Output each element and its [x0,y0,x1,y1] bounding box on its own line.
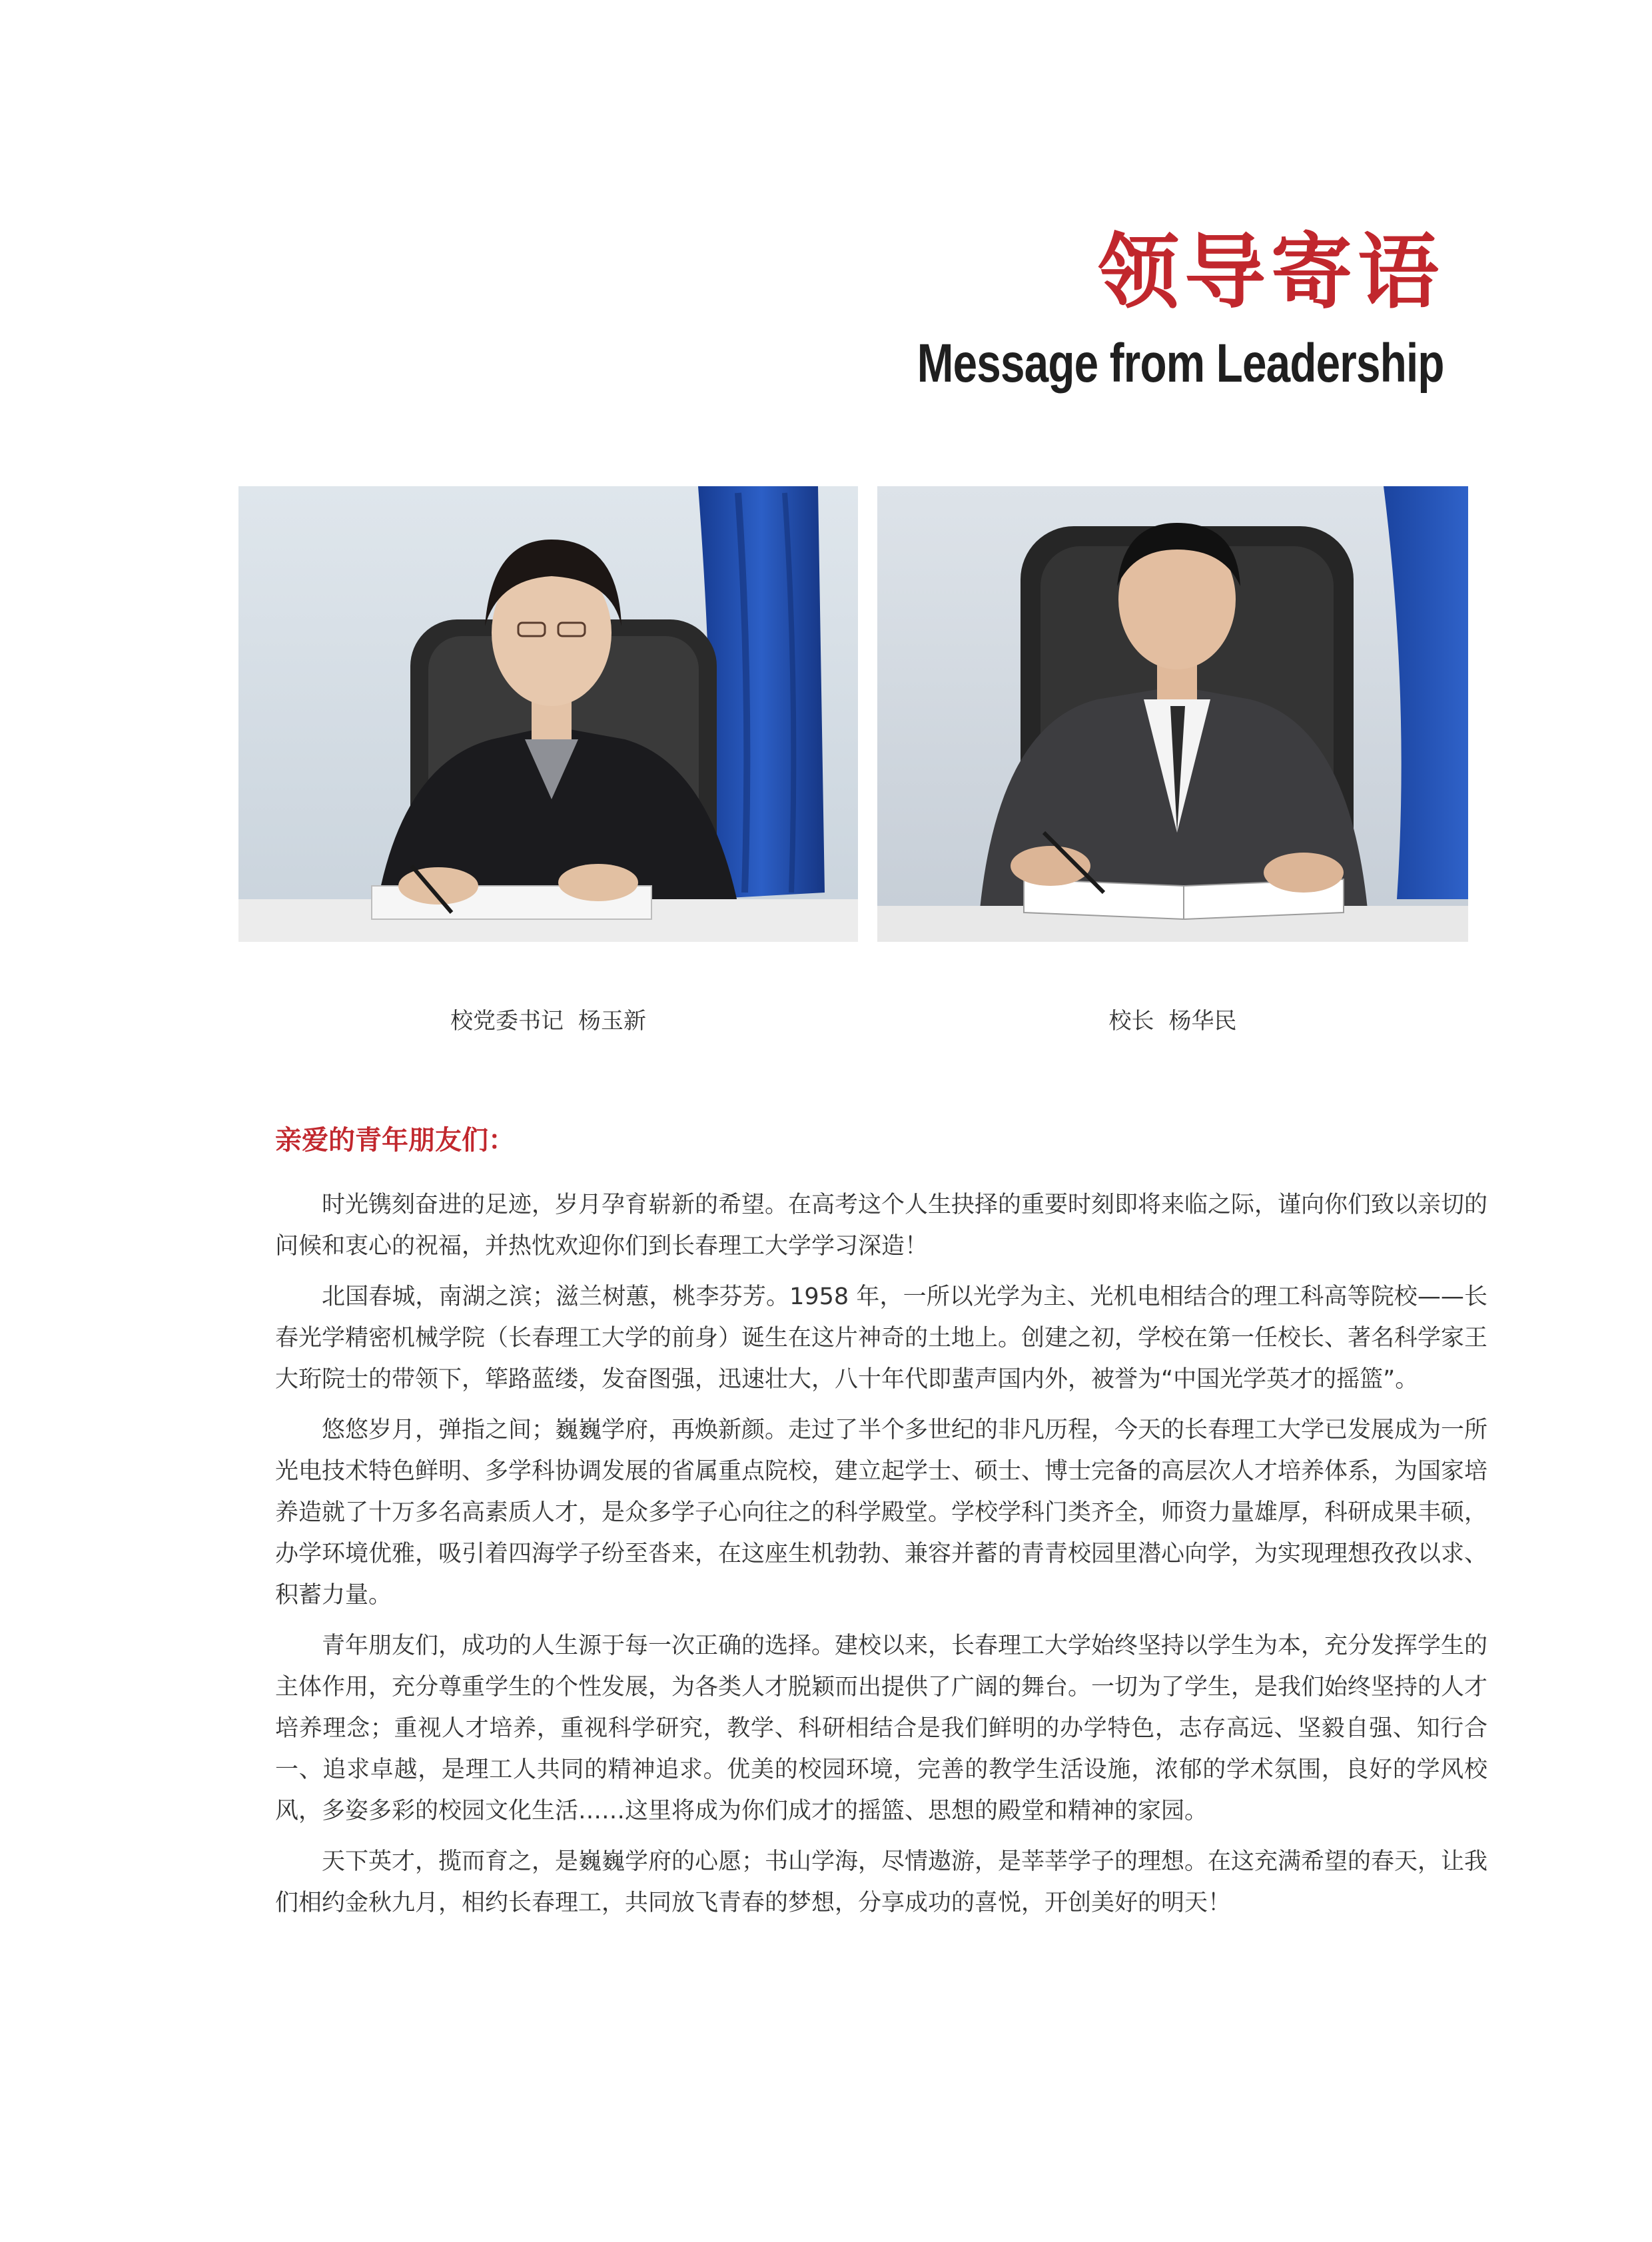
letter-paragraph: 青年朋友们，成功的人生源于每一次正确的选择。建校以来，长春理工大学始终坚持以学生为本，充分发挥学生的主体作用，充分尊重学生的个性发展，为各类人才脱颖而出提供了广阔的舞台。一切为了学生，是我们始终坚持的人才培养理念；重视人才培养，重视科学研究，教学、科研相结合是我们鲜明的办学特色，志存高远、坚毅自强、知行合一、追求卓越，是理工人共同的精神追求。优美的校园环境，完善的教学生活设施，浓郁的学术氛围，良好的学风校风，多姿多彩的校园文化生活……这里将成为你们成才的摇篮、思想的殿堂和精神的家园。 [275,1633,1488,1824]
page-title-english: Message from Leadership [917,333,1444,394]
photo-president [877,486,1468,942]
letter-paragraph: 天下英才，揽而育之，是巍巍学府的心愿；书山学海，尽情遨游，是莘莘学子的理想。在这充满希望的春天，让我们相约金秋九月，相约长春理工，共同放飞青春的梦想，分享成功的喜悦，开创美好的明天！ [275,1848,1488,1916]
letter-paragraph: 北国春城，南湖之滨；滋兰树蕙，桃李芬芳。1958 年，一所以光学为主、光机电相结合的理工科高等院校——长春光学精密机械学院（长春理工大学的前身）诞生在这片神奇的土地上。创建之初，学校在第一任校长、著名科学家王大珩院士的带领下，筚路蓝缕，发奋图强，迅速壮大，八十年代即蜚声国内外，被誉为“中国光学英才的摇篮”。 [275,1284,1488,1393]
caption-role: 校长 [1108,1008,1154,1034]
caption-name: 杨华民 [1168,1008,1237,1034]
caption-president [877,1002,1468,1035]
letter-greeting: 亲爱的青年朋友们： [275,1125,515,1156]
letter-paragraph: 悠悠岁月，弹指之间；巍巍学府，再焕新颜。走过了半个多世纪的非凡历程，今天的长春理工大学已发展成为一所光电技术特色鲜明、多学科协调发展的省属重点院校，建立起学士、硕士、博士完备的高层次人才培养体系，为国家培养造就了十万多名高素质人才，是众多学子心向往之的科学殿堂。学校学科门类齐全，师资力量雄厚，科研成果丰硕，办学环境优雅，吸引着四海学子纷至沓来，在这座生机勃勃、兼容并蓄的青青校园里潜心向学，为实现理想孜孜以求、积蓄力量。 [275,1417,1488,1609]
letter-paragraph: 时光镌刻奋进的足迹，岁月孕育崭新的希望。在高考这个人生抉择的重要时刻即将来临之际，谨向你们致以亲切的问候和衷心的祝福，并热忱欢迎你们到长春理工大学学习深造！ [275,1192,1488,1260]
caption-party-secretary [238,1002,858,1035]
letter-body [275,1184,1487,1933]
caption-name: 杨玉新 [578,1008,646,1034]
photo-party-secretary [238,486,858,942]
portrait-illustration-left [238,486,858,942]
page-title-chinese: 领导寄语 [1098,225,1444,320]
portrait-illustration-right [877,486,1468,942]
caption-role: 校党委书记 [450,1008,564,1034]
